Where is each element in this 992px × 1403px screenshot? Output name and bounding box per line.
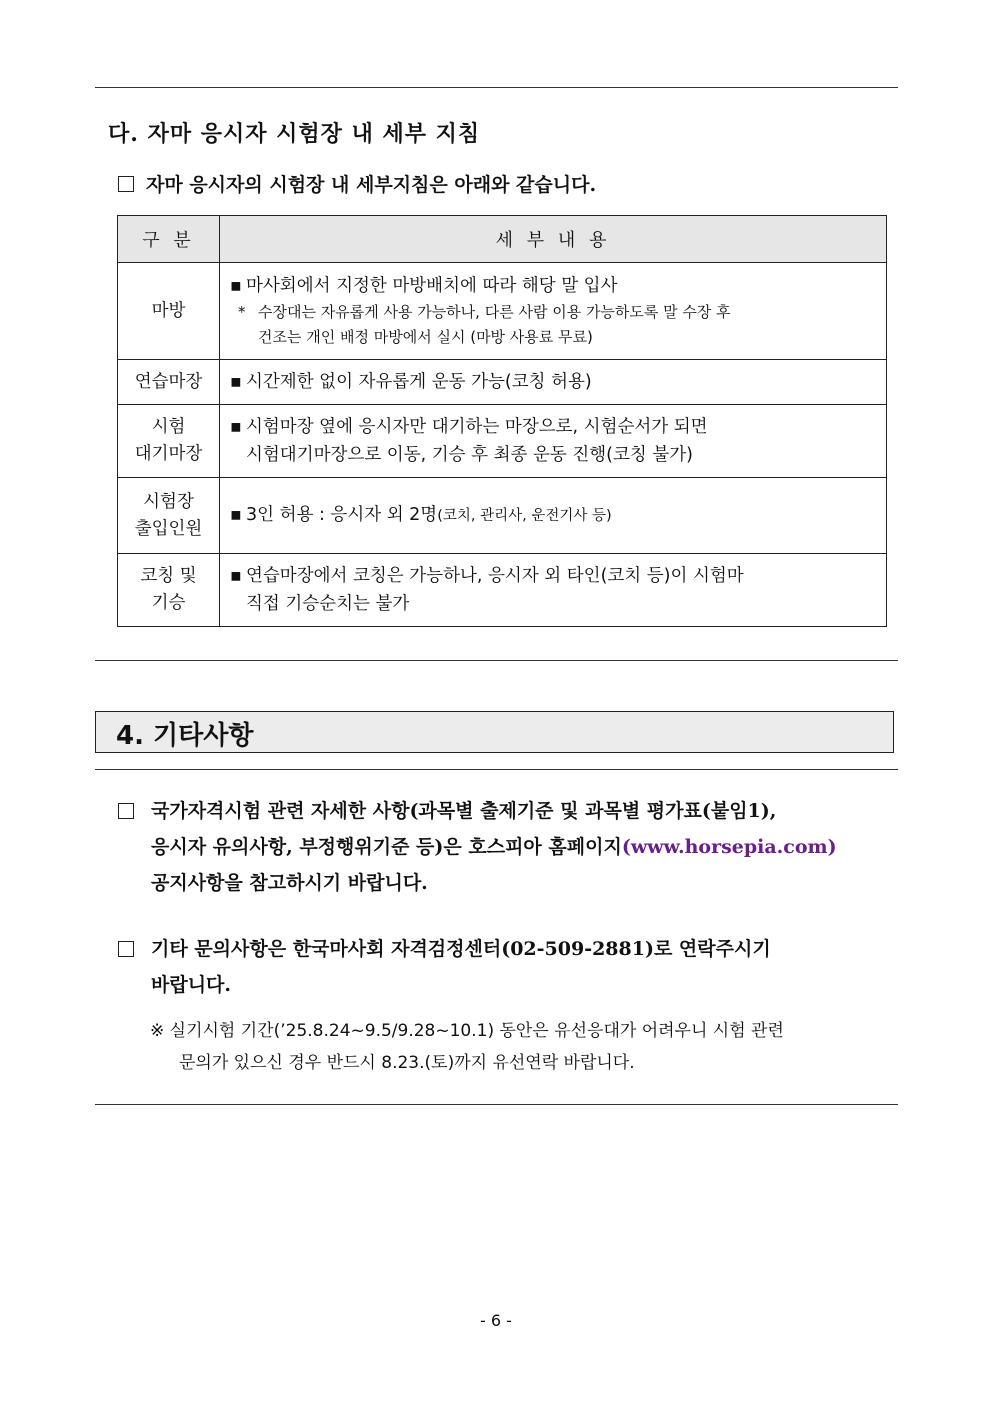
paragraph-notice — [118, 793, 888, 901]
row-content: ▪ 시험마장 옆에 응시자만 대기하는 마장으로, 시험순서가 되면 시험대기마장으로 이동, 기승 후 최종 운동 진행(코칭 불가) — [220, 405, 887, 478]
section-title-box — [95, 711, 894, 753]
row-category-line: 코칭 및 — [140, 566, 197, 586]
row-category-line: 대기마장 — [134, 444, 203, 464]
table-header-row — [118, 216, 887, 263]
row-category-line: 출입인원 — [134, 518, 203, 539]
header-category: 구 분 — [118, 216, 220, 263]
table-row — [118, 554, 887, 627]
page-number: - 6 - — [480, 1311, 512, 1330]
footnote-line: 실기시험 기간(’25.8.24~9.5/9.28~10.1) 동안은 유선응대가 어려우니 시험 관련 — [169, 1021, 784, 1041]
row-bullet-continued: 직접 기승순치는 불가 — [246, 594, 410, 614]
table-row — [118, 263, 887, 360]
footnote-line: 문의가 있으신 경우 반드시 8.23.(토)까지 유선연락 바랍니다. — [179, 1053, 635, 1073]
intro-text: 자마 응시자의 시험장 내 세부지침은 아래와 같습니다. — [146, 174, 597, 196]
header-content: 세 부 내 용 — [220, 216, 887, 263]
paragraph-line: 바랍니다. — [151, 974, 232, 996]
row-bullet: 3인 허용 : 응시자 외 2명 — [246, 505, 438, 525]
section-heading: 다. 자마 응시자 시험장 내 세부 지침 — [108, 121, 481, 147]
section-title: 4. 기타사항 — [116, 721, 254, 751]
bottom-rule — [95, 1104, 898, 1105]
reference-mark: ※ — [150, 1021, 165, 1041]
row-category-line: 시험장 — [143, 491, 194, 512]
paragraph-line: 응시자 유의사항, 부정행위기준 등)은 호스피아 홈페이지 — [151, 836, 622, 858]
row-category: 연습마장 — [118, 360, 220, 405]
row-category — [118, 478, 220, 554]
note-text-continued: 건조는 개인 배정 마방에서 실시 (마방 사용료 무료) — [258, 328, 593, 346]
row-content: ▪ 마사회에서 지정한 마방배치에 따라 해당 말 입사 * 수장대는 자유롭게 사용 가능하나, 다른 사람 이용 가능하도록 말 수장 후 건조는 개인 배정 마방에서 실시 (마방 사용료 무료) — [220, 263, 887, 360]
table-row — [118, 360, 887, 405]
checkbox-square-icon — [118, 803, 134, 819]
row-category — [118, 554, 220, 627]
paragraph-contact — [118, 931, 888, 1003]
footnote — [150, 1015, 890, 1079]
row-bullet-continued: 시험대기마장으로 이동, 기승 후 최종 운동 진행(코칭 불가) — [246, 445, 693, 465]
row-content: ▪ 3인 허용 : 응시자 외 2명(코치, 관리사, 운전기사 등) — [220, 478, 887, 554]
row-bullet: 시간제한 없이 자유롭게 운동 가능(코칭 허용) — [246, 372, 592, 392]
row-bullet: 시험마장 옆에 응시자만 대기하는 마장으로, 시험순서가 되면 — [246, 417, 708, 437]
row-category-line: 시험 — [151, 417, 186, 437]
checkbox-square-icon — [118, 941, 134, 957]
table-row — [118, 405, 887, 478]
divider-rule — [95, 769, 898, 770]
divider-rule — [95, 660, 898, 661]
row-bullet: 마사회에서 지정한 마방배치에 따라 해당 말 입사 — [246, 276, 618, 296]
row-bullet: 연습마장에서 코칭은 가능하나, 응시자 외 타인(코치 등)이 시험마 — [246, 566, 744, 586]
top-rule — [95, 87, 898, 88]
paragraph-line: 기타 문의사항은 한국마사회 자격검정센터(02-509-2881)로 연락주시기 — [151, 938, 771, 960]
checkbox-square-icon — [118, 176, 134, 192]
table-row — [118, 478, 887, 554]
homepage-link[interactable]: (www.horsepia.com) — [621, 836, 837, 858]
paragraph-line: 국가자격시험 관련 자세한 사항(과목별 출제기준 및 과목별 평가표(붙임1), — [151, 800, 777, 822]
row-content: ▪ 시간제한 없이 자유롭게 운동 가능(코칭 허용) — [220, 360, 887, 405]
note-text: 수장대는 자유롭게 사용 가능하나, 다른 사람 이용 가능하도록 말 수장 후 — [258, 303, 731, 321]
row-category — [118, 405, 220, 478]
intro-line — [118, 170, 596, 197]
note-mark: * — [238, 303, 246, 321]
row-category-line: 기승 — [151, 593, 186, 613]
row-content: ▪ 연습마장에서 코칭은 가능하나, 응시자 외 타인(코치 등)이 시험마 직접 기승순치는 불가 — [220, 554, 887, 627]
guideline-table — [117, 215, 887, 627]
row-category: 마방 — [118, 263, 220, 360]
row-bullet-small: (코치, 관리사, 운전기사 등) — [437, 508, 612, 524]
paragraph-line: 공지사항을 참고하시기 바랍니다. — [151, 872, 428, 894]
